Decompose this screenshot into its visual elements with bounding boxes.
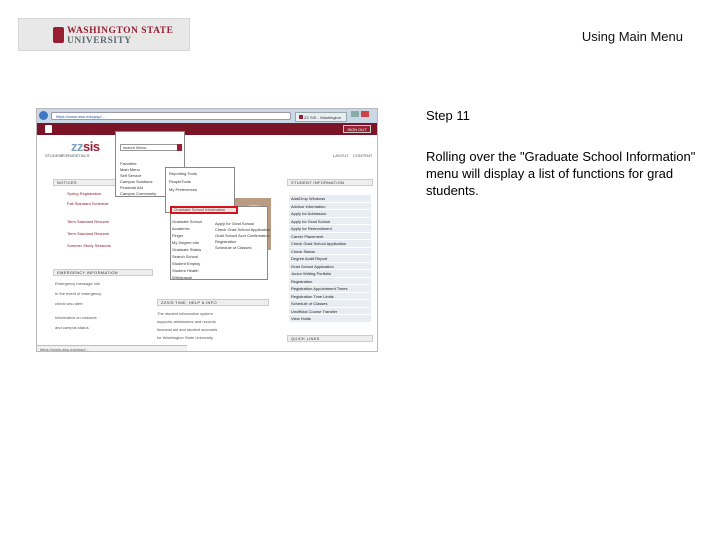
notice-item: Term Standard Resume (67, 231, 110, 236)
emergency-text: and campus status (55, 325, 89, 330)
menu-item[interactable]: Favorites (120, 161, 137, 166)
zzsis-info-text: supports admissions and records (157, 319, 216, 324)
grad-function-item[interactable]: Check Grad School Application (215, 227, 271, 232)
close-icon (361, 111, 369, 117)
header-link: FORM (61, 153, 73, 158)
menu-item[interactable]: Main Menu (120, 167, 140, 172)
menu-item[interactable]: Campus Solutions (120, 179, 153, 184)
student-info-item[interactable]: Degree Audit Report (289, 255, 371, 263)
minimize-icon (351, 111, 359, 117)
crimson-header (37, 123, 377, 135)
menu-search-input[interactable] (120, 144, 180, 151)
student-info-item[interactable]: Check Grad School Application (289, 240, 371, 248)
student-info-item[interactable]: Unofficial Course Transfer (289, 308, 371, 316)
back-icon (39, 111, 48, 120)
student-info-item[interactable]: Grad School Application (289, 263, 371, 271)
header-link: LAYOUT (333, 153, 349, 158)
notice-item: Spring Registration (67, 191, 102, 196)
submenu-item[interactable]: PeopleTools (169, 179, 191, 184)
student-info-item[interactable]: Check Status (289, 248, 371, 256)
zzsis-info-header: ZZSIS TIME, HELP & INFO (157, 299, 269, 306)
student-info-header: STUDENT INFORMATION (287, 179, 373, 186)
wsu-logo (18, 18, 190, 51)
tab-favicon-icon (299, 115, 303, 119)
wsu-header-icon (45, 125, 52, 133)
grad-menu-item[interactable]: Academic (172, 226, 190, 231)
slide-title: Using Main Menu (581, 29, 683, 44)
grad-menu-item[interactable]: My Degree info (172, 240, 200, 245)
grad-function-item[interactable]: Schedule of Classes (215, 245, 252, 250)
grad-function-item[interactable]: Registration (215, 239, 237, 244)
grad-menu-item[interactable]: Student Employ (172, 261, 201, 266)
student-info-item[interactable]: Junior Writing Portfolio (289, 270, 371, 278)
student-info-list (289, 195, 371, 323)
header-link: CONTENT (353, 153, 373, 158)
brand-zz: zz (71, 139, 83, 154)
emergency-text: Information on closures (55, 315, 97, 320)
grad-menu-item[interactable]: Graduate Status (172, 247, 202, 252)
search-icon[interactable] (177, 144, 182, 151)
emergency-text: Emergency message info (55, 281, 101, 286)
notice-item: Summer Study Sessions (67, 243, 111, 248)
menu-search-placeholder: search Menu: (123, 145, 148, 150)
quick-links-header: QUICK LINKS (287, 335, 373, 342)
address-bar: https://zzsis.wsu.edu/psp/... (51, 112, 291, 120)
student-info-item[interactable]: Apply for Grad School (289, 218, 371, 226)
student-info-item[interactable]: Registration Time Limits (289, 293, 371, 301)
grad-menu-item[interactable]: Student Health (172, 268, 199, 273)
grad-menu-item[interactable]: Withdrawal (172, 275, 192, 280)
student-info-item[interactable]: Career Placement (289, 233, 371, 241)
brand-sis: sis (83, 139, 100, 154)
header-link: DETAILS (73, 153, 90, 158)
zzsis-info-text: financial aid and student accounts (157, 327, 218, 332)
student-info-item[interactable]: Add/Drop Windows (289, 195, 371, 203)
grad-menu-item[interactable]: Search School (172, 254, 199, 259)
emergency-text: check wsu alert (55, 301, 83, 306)
student-info-item[interactable]: Advisor Information (289, 203, 371, 211)
wsu-shield-icon (53, 27, 64, 43)
grad-school-menu-item-highlighted[interactable]: Graduate School Information (170, 206, 238, 214)
browser-status-bar: https://zzsis.wsu.edu/psp/... (37, 345, 187, 352)
signout-button: SIGN OUT (343, 125, 371, 133)
step-description: Rolling over the "Graduate School Information" menu will display a list of functions for grad students. (426, 149, 696, 198)
zzsis-info-text: for Washington State University (157, 335, 213, 340)
step-title: Step 11 (426, 108, 470, 123)
submenu-item[interactable]: My Preferences (169, 187, 198, 192)
notice-item: Fall Standard Schedule (67, 201, 109, 206)
student-info-item[interactable]: Apply for Reenrollment (289, 225, 371, 233)
browser-tab: ZZ SIS - Washington (295, 112, 347, 122)
menu-item[interactable]: Financial Aid (120, 185, 143, 190)
grad-menu-item[interactable]: Graduate School (172, 219, 203, 224)
zzsis-brand (71, 139, 100, 154)
student-info-item[interactable]: Apply for Admission (289, 210, 371, 218)
grad-function-item[interactable]: Apply for Grad School (215, 221, 255, 226)
browser-screenshot (36, 108, 378, 352)
menu-item[interactable]: Self Service (120, 173, 142, 178)
student-info-item[interactable]: Registration (289, 278, 371, 286)
grad-function-item[interactable]: Grad School Acct Confirmation (215, 233, 270, 238)
notices-header: NOTICES (53, 179, 153, 186)
grad-menu-item[interactable]: Finger (172, 233, 184, 238)
student-info-item[interactable]: Registration Appointment Times (289, 285, 371, 293)
student-info-item[interactable]: Schedule of Classes (289, 300, 371, 308)
notice-item: Term Standard Resume (67, 219, 110, 224)
logo-line2: UNIVERSITY (67, 36, 132, 46)
logo-line1: WASHINGTON STATE (67, 26, 174, 36)
student-info-item[interactable]: View Holds (289, 315, 371, 323)
header-link: STUDENT (45, 153, 64, 158)
zzsis-info-text: The student information system (157, 311, 213, 316)
emergency-text: In the event of emergency (55, 291, 102, 296)
menu-item[interactable]: Campus Community (120, 191, 157, 196)
emergency-header: EMERGENCY INFORMATION (53, 269, 153, 276)
submenu-item[interactable]: Reporting Tools (169, 171, 197, 176)
